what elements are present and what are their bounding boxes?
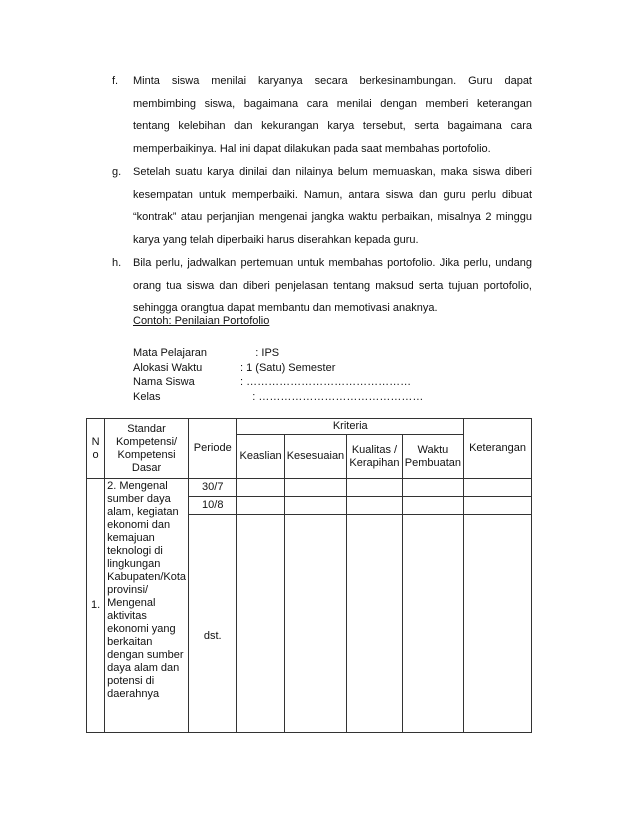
header-no: N o [87,419,105,479]
row-no: 1. [87,479,105,733]
header-standar: Standar Kompetensi/ Kompetensi Dasar [105,419,189,479]
info-row [133,390,423,405]
header-periode: Periode [189,419,237,479]
table-cell [347,515,403,733]
header-kualitas: Kualitas / Kerapihan [347,435,403,479]
header-kesesuaian: Kesesuaian [284,435,347,479]
info-value: : ……………………………………… [240,390,424,403]
table-cell [347,497,403,515]
table-cell [464,515,532,733]
instruction-list [112,70,532,321]
table-cell [284,515,347,733]
row-standar: 2. Mengenal sumber daya alam, kegiatan ekonomi dan kemajuan teknologi di lingkungan Kabupaten/Kota provinsi/ Mengenal aktivitas ekonomi yang berkaitan dengan sumber daya alam dan potensi di daerahnya [105,479,189,733]
info-value: : 1 (Satu) Semester [240,361,336,374]
header-kriteria: Kriteria [237,419,464,435]
table-cell [464,479,532,497]
list-item [112,70,532,160]
student-info [133,346,423,404]
table-cell [237,515,284,733]
row-period: 10/8 [189,497,237,515]
list-text: Minta siswa menilai karyanya secara berkesinambungan. Guru dapat membimbing siswa, bagaimana cara menilai dengan memberi keterangan tentang kelebihan dan kekurangan karya tersebut, serta bagaimana cara memperbaikinya. Hal ini dapat dilakukan pada saat membahas portofolio. [133,75,532,155]
table-cell [402,497,463,515]
list-marker: h. [112,257,122,269]
info-label: Alokasi Waktu [133,361,203,374]
info-row [133,361,423,376]
info-label: Mata Pelajaran [133,347,207,359]
table-cell [347,479,403,497]
header-keterangan: Keterangan [464,419,532,479]
info-label: Kelas [133,390,161,403]
list-item [112,252,532,320]
info-row [133,375,423,390]
info-row [133,346,423,361]
list-item [112,161,532,251]
table-cell [402,515,463,733]
table-cell [237,497,284,515]
list-text: Setelah suatu karya dinilai dan nilainya belum memuaskan, maka siswa diberi kesempatan untuk memperbaiki. Namun, antara siswa dan guru perlu dibuat “kontrak” atau perjanjian mengenai jangka waktu perbaikan, misalnya 2 minggu karya yang telah diperbaiki harus diserahkan kepada guru. [133,166,532,246]
info-value: : IPS [240,347,280,359]
info-value: : ……………………………………… [240,376,412,388]
table-cell [284,479,347,497]
list-text: Bila perlu, jadwalkan pertemuan untuk membahas portofolio. Jika perlu, undang orang tua siswa dan diberi penjelasan tentang maksud serta tujuan portofolio, sehingga orangtua dapat membantu dan memotivasi anaknya. [133,257,532,314]
list-marker: f. [112,75,119,87]
header-waktu: Waktu Pembuatan [402,435,463,479]
info-label: Nama Siswa [133,376,195,388]
table-cell [402,479,463,497]
row-period: dst. [189,515,237,733]
header-keaslian: Keaslian [237,435,284,479]
table-cell [237,479,284,497]
table-cell [464,497,532,515]
list-marker: g. [112,166,122,178]
example-title: Contoh: Penilaian Portofolio [133,315,270,327]
portfolio-table [86,418,532,733]
table-cell [284,497,347,515]
row-period: 30/7 [189,479,237,497]
